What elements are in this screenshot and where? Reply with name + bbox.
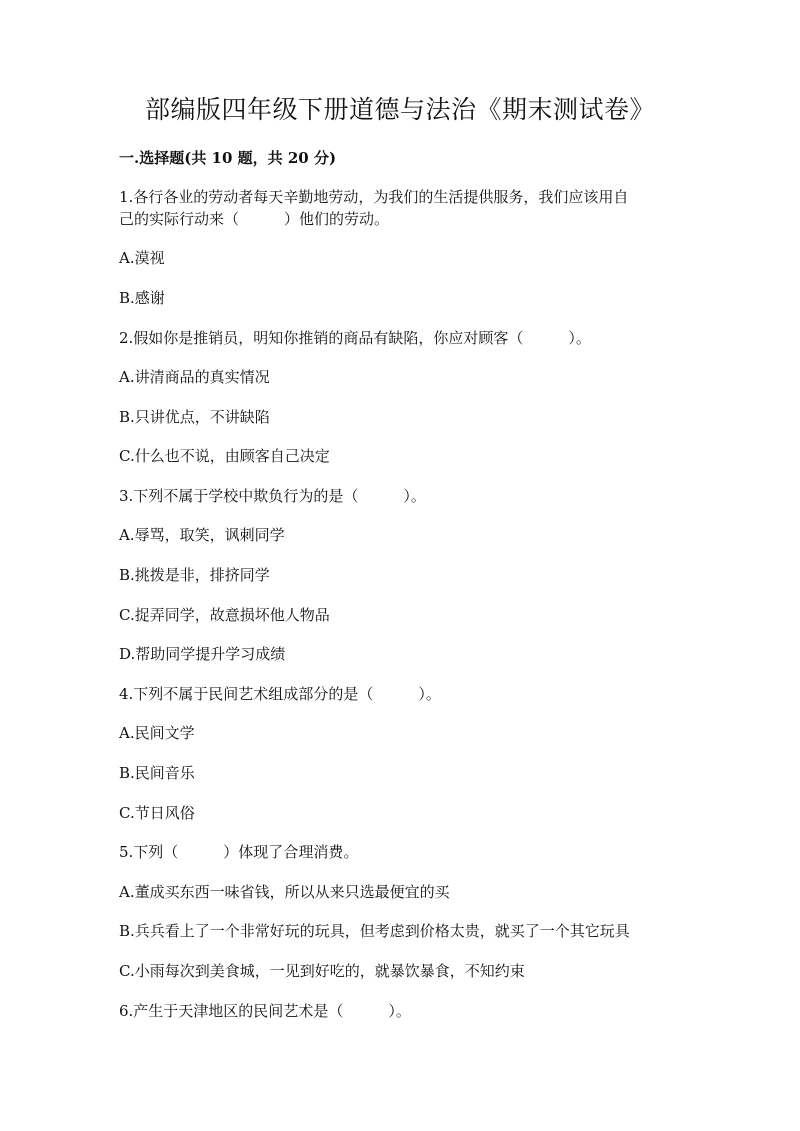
question-1-stem-line-2: 己的实际行动来（ ）他们的劳动。: [119, 210, 390, 228]
question-4-stem: 4.下列不属于民间艺术组成部分的是（ ）。: [119, 685, 441, 703]
section-heading: 一.选择题(共 10 题，共 20 分): [119, 149, 337, 167]
question-1-stem-line-1: 1.各行各业的劳动者每天辛勤地劳动，为我们的生活提供服务，我们应该用自: [119, 188, 629, 206]
question-2-option-b: B.只讲优点，不讲缺陷: [119, 408, 270, 426]
question-4-option-c: C.节日风俗: [119, 804, 195, 822]
question-4-option-b: B.民间音乐: [119, 764, 195, 782]
question-5-option-c: C.小雨每次到美食城，一见到好吃的，就暴饮暴食，不知约束: [119, 962, 525, 980]
question-3-option-c: C.捉弄同学，故意损坏他人物品: [119, 606, 330, 624]
question-1-option-a: A.漠视: [119, 249, 165, 267]
question-3-option-d: D.帮助同学提升学习成绩: [119, 645, 286, 663]
question-2-stem: 2.假如你是推销员，明知你推销的商品有缺陷，你应对顾客（ ）。: [119, 329, 591, 347]
question-5-option-a: A.董成买东西一味省钱，所以从来只选最便宜的买: [119, 883, 450, 901]
question-2-option-c: C.什么也不说，由顾客自己决定: [119, 447, 330, 465]
question-3-option-a: A.辱骂，取笑，讽刺同学: [119, 526, 285, 544]
question-5-stem: 5.下列（ ）体现了合理消费。: [119, 843, 359, 861]
question-3-option-b: B.挑拨是非，排挤同学: [119, 566, 270, 584]
question-1-option-b: B.感谢: [119, 289, 165, 307]
question-3-stem: 3.下列不属于学校中欺负行为的是（ ）。: [119, 487, 426, 505]
page-title: 部编版四年级下册道德与法治《期末测试卷》: [144, 95, 655, 124]
question-4-option-a: A.民间文学: [119, 724, 195, 742]
question-5-option-b: B.兵兵看上了一个非常好玩的玩具，但考虑到价格太贵，就买了一个其它玩具: [119, 922, 630, 940]
question-2-option-a: A.讲清商品的真实情况: [119, 368, 270, 386]
question-6-stem: 6.产生于天津地区的民间艺术是（ ）。: [119, 1002, 411, 1020]
